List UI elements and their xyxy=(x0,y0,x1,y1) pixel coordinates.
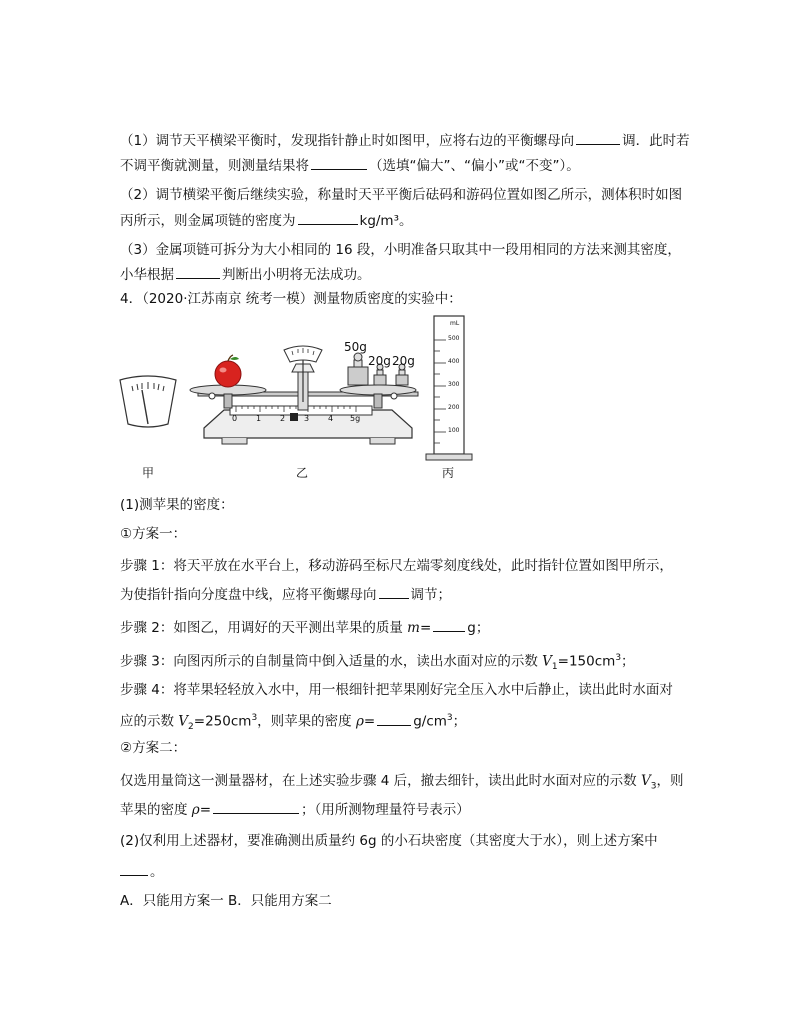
subscript: 1 xyxy=(551,662,558,673)
q4-step2 xyxy=(120,617,700,638)
text: ；（用所测物理量符号表示） xyxy=(301,802,470,818)
text: 调．此时若 xyxy=(622,133,690,149)
text: （选填“偏大”、“偏小”或“不变”）。 xyxy=(369,158,580,174)
text: 步骤 2：如图乙，用调好的天平测出苹果的质量 xyxy=(120,620,408,636)
text: 为使指针指向分度盘中线，应将平衡螺母向 xyxy=(120,587,377,603)
text: 。 xyxy=(399,213,413,229)
q4-options xyxy=(120,891,700,911)
dial-jia xyxy=(120,376,176,427)
q4-plan2-line2 xyxy=(120,799,700,820)
text: （3）金属项链可拆分为大小相同的 16 段，小明准备只取其中一段用相同的方法来测其密度， xyxy=(120,242,681,258)
subscript: 3 xyxy=(650,781,657,792)
q4-step1-line1 xyxy=(120,556,700,576)
figure-caption-jia: 甲 xyxy=(142,466,155,480)
answer-blank[interactable] xyxy=(298,210,358,225)
cylinder-mark: 200 xyxy=(448,404,460,411)
text: (2)仅利用上述器材，要准确测出质量约 6g 的小石块密度（其密度大于水），则上述方案中 xyxy=(120,833,658,849)
superscript: 3 xyxy=(251,713,258,723)
text: g； xyxy=(467,620,490,636)
text: = xyxy=(199,802,212,818)
text: ； xyxy=(452,713,467,730)
figure-svg xyxy=(112,312,492,482)
weight-label-20g: 20g xyxy=(392,354,415,368)
text: =250cm xyxy=(193,713,252,730)
var-rho: ρ xyxy=(355,713,364,730)
text: =150cm xyxy=(557,653,616,670)
cylinder-unit: mL xyxy=(450,320,460,327)
scale-label: 5g xyxy=(350,414,361,423)
answer-blank[interactable] xyxy=(213,799,299,814)
q4-step4-line1 xyxy=(120,680,700,700)
var-rho: ρ xyxy=(191,802,200,818)
q4-step1-line2 xyxy=(120,584,700,605)
text: ，则 xyxy=(656,773,684,789)
cylinder-mark: 100 xyxy=(448,427,460,434)
options-text: A．只能用方案一 B．只能用方案二 xyxy=(120,893,332,909)
q3-line-5 xyxy=(120,240,700,260)
text: (1)测苹果的密度： xyxy=(120,497,234,513)
text: = xyxy=(419,620,432,636)
scale-label: 3 xyxy=(304,414,310,423)
answer-blank[interactable] xyxy=(576,130,620,145)
text: 不调平衡就测量，则测量结果将 xyxy=(120,158,309,174)
unit-text: kg/m³ xyxy=(359,213,399,229)
cylinder-mark: 300 xyxy=(448,381,460,388)
subscript: 2 xyxy=(188,722,194,733)
q4-step4-line2 xyxy=(120,708,700,737)
text: 苹果的密度 xyxy=(120,802,192,818)
scale-label: 2 xyxy=(280,414,286,423)
scale-label: 0 xyxy=(232,414,238,423)
text: 丙所示，则金属项链的密度为 xyxy=(120,213,296,229)
text: 调节； xyxy=(410,587,451,603)
q3-line-4 xyxy=(120,210,700,231)
var-v: V xyxy=(542,653,552,670)
text: 仅选用量筒这一测量器材，在上述实验步骤 4 后，撤去细针，读出此时水面对应的示数 xyxy=(120,773,641,789)
q4-heading xyxy=(120,289,700,309)
superscript: 3 xyxy=(615,653,622,663)
cylinder-mark: 500 xyxy=(448,335,460,342)
text: ，则苹果的密度 xyxy=(257,713,356,730)
var-v: V xyxy=(640,773,651,789)
text: ①方案一： xyxy=(120,526,187,542)
scale-label: 4 xyxy=(328,414,334,423)
text: 步骤 4：将苹果轻轻放入水中，用一根细针把苹果刚好完全压入水中后静止，读出此时水面对 xyxy=(120,682,673,698)
text: g/cm xyxy=(413,713,447,730)
text: 小华根据 xyxy=(120,267,174,283)
text: （2）调节横梁平衡后继续实验，称量时天平平衡后砝码和游码位置如图乙所示，测体积时如图 xyxy=(120,187,683,203)
q4-sub1 xyxy=(120,495,700,515)
var-m: m xyxy=(407,620,420,636)
answer-blank[interactable] xyxy=(377,711,411,726)
q4-step3 xyxy=(120,648,700,677)
text: 步骤 3：向图丙所示的自制量筒中倒入适量的水，读出水面对应的示数 xyxy=(120,653,543,670)
q3-line-2 xyxy=(120,155,700,176)
text: 判断出小明将无法成功。 xyxy=(222,267,371,283)
text: ②方案二： xyxy=(120,740,187,756)
text: 。 xyxy=(150,864,164,880)
answer-blank[interactable] xyxy=(379,584,409,599)
var-v: V xyxy=(178,713,189,730)
experiment-figure xyxy=(112,312,492,482)
q4-plan1 xyxy=(120,524,700,544)
q3-line-3 xyxy=(120,185,700,205)
text: 4．（2020·江苏南京 统考一模）测量物质密度的实验中： xyxy=(120,291,462,307)
weight-label-50g: 50g xyxy=(344,340,367,354)
answer-blank[interactable] xyxy=(433,617,465,632)
cylinder-mark: 400 xyxy=(448,358,460,365)
figure-caption-yi: 乙 xyxy=(296,466,309,480)
superscript: 3 xyxy=(446,713,453,723)
q4-plan2-line1 xyxy=(120,771,700,797)
answer-blank[interactable] xyxy=(120,861,148,876)
q4-sub2-line2 xyxy=(120,861,700,882)
answer-blank[interactable] xyxy=(311,155,367,170)
q3-line-6 xyxy=(120,264,700,285)
text: 步骤 1：将天平放在水平台上，移动游码至标尺左端零刻度线处，此时指针位置如图甲所示， xyxy=(120,558,673,574)
scale-label: 1 xyxy=(256,414,262,423)
text: 应的示数 xyxy=(120,713,179,730)
answer-blank[interactable] xyxy=(176,264,220,279)
q4-plan2 xyxy=(120,738,700,758)
text: （1）调节天平横梁平衡时，发现指针静止时如图甲，应将右边的平衡螺母向 xyxy=(120,133,575,149)
q3-line-1 xyxy=(120,130,700,151)
text: = xyxy=(363,713,376,730)
text: ； xyxy=(621,653,635,670)
weight-label-20g: 20g xyxy=(368,354,391,368)
figure-caption-bing: 丙 xyxy=(442,466,455,480)
q4-sub2-line1 xyxy=(120,831,700,851)
